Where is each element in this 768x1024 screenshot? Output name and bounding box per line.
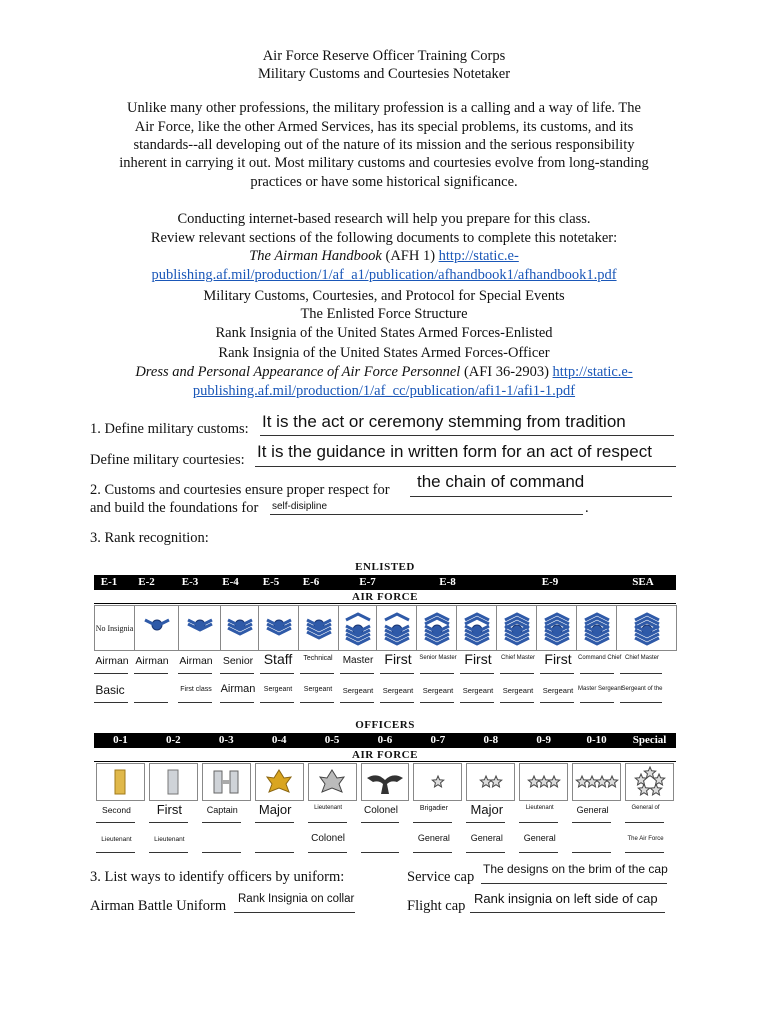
officer-label-line1: General of [631,805,660,811]
chevron-insignia-icon [496,605,537,651]
q2b-label: and build the foundations for [90,500,259,516]
dress-title: Dress and Personal Appearance of Air Force Personnel [135,364,461,380]
bar-insignia-icon [202,763,251,801]
dress-link-part2[interactable]: publishing.af.mil/production/1/af_cc/publication/afi1-1/afi1-1.pdf [192,383,576,399]
label-underline [572,852,611,853]
q2b-period: . [585,500,589,516]
grade-sea: SEA [632,576,654,588]
q2-answer-line[interactable] [410,496,672,497]
officer-label-line1: Captain [206,805,238,815]
label-underline [96,852,135,853]
no-insignia-text: No Insignia [95,623,134,633]
label-underline [519,852,558,853]
star-insignia-icon [413,763,462,801]
label-underline [413,822,452,823]
grade-e2: E-2 [138,576,155,588]
enlisted-label-line1: Senior [222,655,254,667]
label-underline [380,673,414,674]
label-underline [420,673,454,674]
enlisted-label-line2: Sergeant [462,686,494,695]
label-underline [134,673,168,674]
enlisted-label-line2: First class [180,686,212,693]
grade-e1: E-1 [100,576,118,588]
chevron-insignia-icon [536,605,577,651]
label-underline [572,822,611,823]
label-underline [620,702,662,703]
enlisted-label-line2: Sergeant [342,686,374,695]
enlisted-label-line1: First [544,651,572,667]
label-underline [625,822,664,823]
doc-enlisted-structure: The Enlisted Force Structure [300,306,468,322]
abu-line[interactable] [234,912,355,913]
officer-label-line1: Lieutenant [314,805,343,811]
officer-label-line2: Lieutenant [154,836,185,843]
label-underline [620,673,662,674]
enlisted-af-label: AIR FORCE [94,591,676,604]
service-cap-label: Service cap [407,869,475,885]
officer-label-line1: Colonel [364,805,398,816]
label-underline [308,852,347,853]
grade-o4: 0-4 [271,734,287,746]
label-underline [500,673,534,674]
enlisted-label-line2: Sergeant [263,686,293,693]
service-cap-answer[interactable]: The designs on the brim of the cap [483,862,668,876]
star-insignia-icon [625,763,674,801]
abu-answer[interactable]: Rank Insignia on collar [238,893,355,905]
chevron-insignia-icon [178,605,221,651]
enlisted-label-line1: Staff [263,651,293,667]
officer-label-line2: The Air Force [627,836,664,842]
officer-label-line2: General [523,833,556,843]
label-underline [580,673,614,674]
label-underline [460,673,494,674]
enlisted-label-line1: Master [342,655,374,666]
grade-o6: 0-6 [377,734,393,746]
oak-leaf-insignia-icon [255,763,304,801]
label-underline [220,702,254,703]
label-underline [380,702,414,703]
service-cap-line[interactable] [481,883,667,884]
eagle-insignia-icon [361,763,410,801]
enlisted-title: ENLISTED [355,561,415,573]
officer-label-line1: Second [102,805,131,815]
dress-code: (AFI 36-2903) [460,364,553,380]
label-underline [300,702,334,703]
grade-e6: E-6 [302,576,320,588]
chevron-insignia-icon [416,605,457,651]
label-underline [96,822,135,823]
chevron-insignia-icon [298,605,339,651]
enlisted-label-line2: Sergeant of the [621,686,663,692]
grade-o7: 0-7 [430,734,446,746]
label-underline [540,673,574,674]
enlisted-label-line2: Sergeant [422,686,454,695]
afh-reference [0,248,768,265]
label-underline [255,852,294,853]
no-insignia-label [94,605,135,651]
intro-line-4: inherent in carrying it out. Most military customs and courtesies evolve from long-standing [119,155,649,171]
enlisted-label-line2: Basic [95,683,125,697]
label-underline [500,702,534,703]
grade-o8: 0-8 [483,734,499,746]
grade-o3: 0-3 [218,734,234,746]
doc-subtitle: Military Customs and Courtesies Notetaker [257,66,511,82]
intro-line-5: practices or have some historical significance. [250,174,518,190]
flight-cap-answer[interactable]: Rank insignia on left side of cap [474,891,658,906]
chevron-insignia-icon [616,605,677,651]
label-underline [361,822,400,823]
q1b-label: Define military courtesies: [90,452,245,468]
enlisted-grade-bar [94,575,676,590]
label-underline [94,673,128,674]
label-underline [202,852,241,853]
officer-label-line1: Major [258,802,292,817]
enlisted-label-line1: Airman [135,655,169,667]
grade-o2: 0-2 [166,734,181,746]
enlisted-label-line1: Airman [179,655,213,667]
label-underline [361,852,400,853]
chevron-insignia-icon [576,605,617,651]
label-underline [580,702,614,703]
grade-o5: 0-5 [324,734,340,746]
chevron-insignia-icon [338,605,377,651]
enlisted-label-line2: Master Sergeant [578,686,623,692]
chevron-insignia-icon [134,605,179,651]
intro-line-2: Air Force, like the other Armed Services, has its special problems, its customs, and its [134,119,634,135]
abu-label: Airman Battle Uniform [90,898,227,914]
bar-insignia-icon [96,763,145,801]
q2-label: 2. Customs and courtesies ensure proper respect for [90,482,390,498]
enlisted-label-line1: First [464,651,492,667]
officer-label-line2: Lieutenant [101,836,132,843]
star-insignia-icon [572,763,621,801]
enlisted-label-line1: First [384,651,412,667]
label-underline [202,822,241,823]
label-underline [178,673,212,674]
enlisted-label-line2: Sergeant [382,686,414,695]
label-underline [519,822,558,823]
q1-answer[interactable]: It is the act or ceremony stemming from tradition [262,412,626,431]
q1-answer-line[interactable] [260,435,674,436]
q1b-answer[interactable]: It is the guidance in written form for an act of respect [257,442,652,461]
officers-title: OFFICERS [355,719,415,731]
label-underline [460,702,494,703]
doc-officer-insignia: Rank Insignia of the United States Armed Forces-Officer [218,345,550,361]
chevron-insignia-icon [456,605,497,651]
intro-line-3: standards--all developing out of the nature of its mission and the serious responsibility [133,137,635,153]
enlisted-label-line1: Technical [303,655,333,662]
label-underline [308,822,347,823]
label-underline [260,702,294,703]
bar-insignia-icon [149,763,198,801]
q2-answer[interactable]: the chain of command [417,472,585,491]
officer-label-line1: First [156,802,182,817]
label-underline [220,673,254,674]
enlisted-label-line2: Airman [220,683,256,695]
q3-label: 3. Rank recognition: [90,530,209,546]
officer-label-line1: General [576,805,609,815]
officer-label-line2: Colonel [311,833,346,844]
doc-customs-protocol: Military Customs, Courtesies, and Protocol for Special Events [203,288,565,304]
enlisted-label-line2: Sergeant [303,686,333,693]
dress-reference [0,364,768,381]
research-line-1: Conducting internet-based research will help you prepare for this class. [177,211,591,227]
enlisted-label-line1: Senior Master [419,655,457,661]
grade-o10: 0-10 [586,734,607,746]
label-underline [540,702,574,703]
label-underline [134,702,168,703]
label-underline [149,822,188,823]
label-underline [255,822,294,823]
afh-link-part1[interactable]: http://static.e- [438,248,519,264]
enlisted-label-line1: Command Chief [578,655,622,661]
label-underline [420,702,454,703]
label-underline [625,852,664,853]
chevron-insignia-icon [220,605,259,651]
label-underline [413,852,452,853]
officer-grade-bar [94,733,676,748]
grade-e3: E-3 [181,576,199,588]
flight-cap-label: Flight cap [407,898,466,914]
grade-e7: E-7 [359,576,376,588]
grade-e8: E-8 [439,576,456,588]
officer-label-line2: General [417,833,450,843]
officers-af-label: AIR FORCE [94,749,676,762]
label-underline [178,702,212,703]
q2b-answer[interactable]: self-disipline [272,501,328,512]
afh-code: (AFH 1) [381,248,439,264]
uniform-q-label: 3. List ways to identify officers by uniform: [90,869,345,885]
grade-special: Special [632,734,667,746]
label-underline [300,673,334,674]
label-underline [340,702,374,703]
enlisted-label-line1: Airman [95,655,129,667]
officer-label-line1: Major [470,802,504,817]
research-line-2: Review relevant sections of the following documents to complete this notetaker: [150,230,618,246]
enlisted-label-line1: Chief Master [624,655,659,661]
officer-label-line1: Lieutenant [525,805,554,811]
enlisted-label-line2: Sergeant [542,686,574,695]
grade-e9: E-9 [541,576,559,588]
star-insignia-icon [519,763,568,801]
label-underline [260,673,294,674]
chevron-insignia-icon [376,605,417,651]
grade-e4: E-4 [222,576,239,588]
label-underline [149,852,188,853]
enlisted-label-line1: Chief Master [500,655,535,661]
doc-enlisted-insignia: Rank Insignia of the United States Armed Forces-Enlisted [215,325,553,341]
q2b-answer-line[interactable] [270,514,583,515]
afh-link-part2[interactable]: publishing.af.mil/production/1/af_a1/publication/afhandbook1/afhandbook1.pdf [151,267,617,283]
afh-title: The Airman Handbook [249,248,382,264]
grade-e5: E-5 [262,576,280,588]
chevron-insignia-icon [258,605,299,651]
star-insignia-icon [466,763,515,801]
officer-label-line1: Brigadier [419,805,448,812]
grade-o9: 0-9 [536,734,552,746]
doc-title: Air Force Reserve Officer Training Corps [262,48,506,64]
flight-cap-line[interactable] [470,912,665,913]
q1-label: 1. Define military customs: [90,421,249,437]
enlisted-label-line2: Sergeant [502,686,534,695]
label-underline [340,673,374,674]
q1b-answer-line[interactable] [255,466,676,467]
dress-link-part1[interactable]: http://static.e- [552,364,633,380]
label-underline [466,822,505,823]
intro-line-1: Unlike many other professions, the military profession is a calling and a way of life. The [127,100,641,116]
label-underline [94,702,128,703]
oak-leaf-insignia-icon [308,763,357,801]
grade-o1: 0-1 [113,734,128,746]
label-underline [466,852,505,853]
officer-label-line2: General [470,833,503,843]
